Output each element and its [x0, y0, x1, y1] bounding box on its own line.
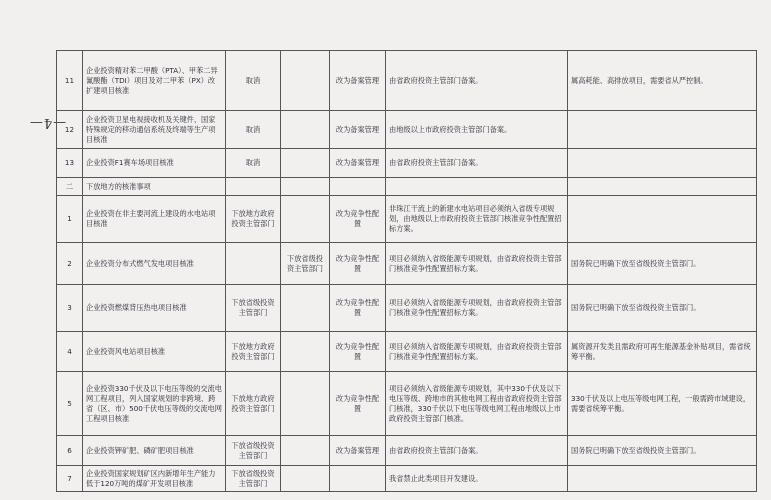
delegation-level-cell: [281, 178, 330, 196]
delegation-level-cell: [281, 196, 330, 243]
change-type-cell: 取消: [226, 111, 281, 149]
delegation-level-cell: [281, 149, 330, 178]
handling-note-cell: 项目必须纳入省级能源专项规划，由省政府投资主管部门核准竞争性配置招标方案。: [386, 285, 568, 332]
remark-cell: [568, 466, 757, 492]
handling-note-cell: 我省禁止此类项目开发建设。: [386, 466, 568, 492]
table-row: [57, 51, 757, 111]
change-type-cell: 下放省级投资主管部门: [226, 436, 281, 466]
approval-items-table: [56, 50, 757, 492]
row-number-cell: 4: [57, 332, 83, 372]
project-name-cell: 企业投资在非主要河流上建设的水电站项目核准: [83, 196, 226, 243]
table-row: [57, 111, 757, 149]
project-name-cell: 企业投资F1赛车场项目核准: [83, 149, 226, 178]
table-row: [57, 285, 757, 332]
management-method-cell: 改为竞争性配置: [330, 196, 386, 243]
handling-note-cell: 由地级以上市政府投资主管部门备案。: [386, 111, 568, 149]
project-name-cell: 企业投资330千伏及以下电压等级的交流电网工程项目，列入国家规划的非跨境、跨省（区、市）500千伏电压等级的交流电网工程项目核准: [83, 372, 226, 436]
project-name-cell: 企业投资风电站项目核准: [83, 332, 226, 372]
remark-cell: 国务院已明确下放至省级投资主管部门。: [568, 285, 757, 332]
row-number-cell: 3: [57, 285, 83, 332]
management-method-cell: [330, 178, 386, 196]
remark-cell: 国务院已明确下放至省级投资主管部门。: [568, 243, 757, 285]
management-method-cell: 改为备案管理: [330, 149, 386, 178]
row-number-cell: 1: [57, 196, 83, 243]
delegation-level-cell: [281, 436, 330, 466]
row-number-cell: 7: [57, 466, 83, 492]
delegation-level-cell: [281, 466, 330, 492]
change-type-cell: 下放地方政府投资主管部门: [226, 196, 281, 243]
row-number-cell: 11: [57, 51, 83, 111]
handling-note-cell: 由省政府投资主管部门备案。: [386, 436, 568, 466]
delegation-level-cell: [281, 285, 330, 332]
handling-note-cell: 非珠江干流上的新建水电站项目必须纳入省级专项规划，由地级以上市政府投资主管部门核准竞争性配置招标方案。: [386, 196, 568, 243]
management-method-cell: 改为竞争性配置: [330, 243, 386, 285]
page-number: —4—: [28, 115, 67, 131]
row-number-cell: 13: [57, 149, 83, 178]
management-method-cell: 改为备案管理: [330, 51, 386, 111]
project-name-cell: 企业投资国家规划矿区内新增年生产能力低于120万吨的煤矿开发项目核准: [83, 466, 226, 492]
row-number-cell: 5: [57, 372, 83, 436]
row-number-cell: 2: [57, 243, 83, 285]
remark-cell: 国务院已明确下放至省级投资主管部门。: [568, 436, 757, 466]
table-row: [57, 436, 757, 466]
handling-note-cell: [386, 178, 568, 196]
change-type-cell: 下放地方政府投资主管部门: [226, 332, 281, 372]
delegation-level-cell: [281, 51, 330, 111]
handling-note-cell: 项目必须纳入省级能源专项规划，由省政府投资主管部门核准竞争性配置招标方案。: [386, 243, 568, 285]
remark-cell: 330千伏及以上电压等级电网工程，一般需跨市域建设，需要省统筹平衡。: [568, 372, 757, 436]
remark-cell: [568, 196, 757, 243]
change-type-cell: 取消: [226, 149, 281, 178]
delegation-level-cell: [281, 372, 330, 436]
management-method-cell: 改为竞争性配置: [330, 332, 386, 372]
delegation-level-cell: [281, 111, 330, 149]
remark-cell: [568, 149, 757, 178]
remark-cell: 属资源开发类且需政府可再生能源基金补贴项目，需省统筹平衡。: [568, 332, 757, 372]
row-number-cell: 二: [57, 178, 83, 196]
handling-note-cell: 由省政府投资主管部门备案。: [386, 149, 568, 178]
project-name-cell: 企业投资燃煤背压热电项目核准: [83, 285, 226, 332]
table-row: [57, 243, 757, 285]
section-header-row: [57, 178, 757, 196]
change-type-cell: [226, 178, 281, 196]
table-row: [57, 466, 757, 492]
management-method-cell: 改为竞争性配置: [330, 372, 386, 436]
project-name-cell: 下放地方的核准事项: [83, 178, 226, 196]
handling-note-cell: 项目必须纳入省级能源专项规划，由省政府投资主管部门核准竞争性配置招标方案。: [386, 332, 568, 372]
remark-cell: 属高耗能、高排放项目，需要省从严控制。: [568, 51, 757, 111]
handling-note-cell: 由省政府投资主管部门备案。: [386, 51, 568, 111]
project-name-cell: 企业投资精对苯二甲酸（PTA）、甲苯二异氰酸酯（TDI）项目及对二甲苯（PX）改扩建项目核准: [83, 51, 226, 111]
change-type-cell: [226, 243, 281, 285]
management-method-cell: 改为竞争性配置: [330, 285, 386, 332]
management-method-cell: [330, 466, 386, 492]
table-row: [57, 149, 757, 178]
project-name-cell: 企业投资钾矿肥、磷矿肥项目核准: [83, 436, 226, 466]
change-type-cell: 下放省级投资主管部门: [226, 285, 281, 332]
row-number-cell: 12: [57, 111, 83, 149]
delegation-level-cell: [281, 332, 330, 372]
table-row: [57, 372, 757, 436]
project-name-cell: 企业投资卫星电视接收机及关键件、国家特殊规定的移动通信系统及终端等生产项目核准: [83, 111, 226, 149]
management-method-cell: 改为备案管理: [330, 436, 386, 466]
project-name-cell: 企业投资分布式燃气发电项目核准: [83, 243, 226, 285]
management-method-cell: 改为备案管理: [330, 111, 386, 149]
change-type-cell: 取消: [226, 51, 281, 111]
row-number-cell: 6: [57, 436, 83, 466]
handling-note-cell: 项目必须纳入省级能源专项规划，其中330千伏及以下电压等级、跨地市的其他电网工程由省政府投资主管部门核准，330千伏以下电压等级电网工程由地级以上市政府投资主管部门核准。: [386, 372, 568, 436]
change-type-cell: 下放地方政府投资主管部门: [226, 372, 281, 436]
table-row: [57, 196, 757, 243]
remark-cell: [568, 111, 757, 149]
remark-cell: [568, 178, 757, 196]
table-row: [57, 332, 757, 372]
change-type-cell: 下放省级投资主管部门: [226, 466, 281, 492]
delegation-level-cell: 下放省级投资主管部门: [281, 243, 330, 285]
